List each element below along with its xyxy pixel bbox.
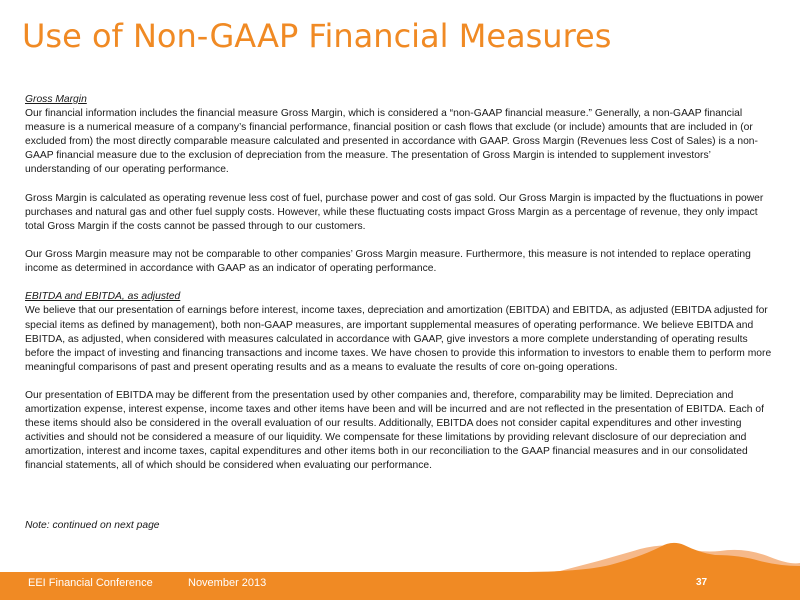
paragraph-gap — [25, 234, 775, 248]
paragraph-gap — [25, 375, 775, 389]
footer-date: November 2013 — [188, 577, 267, 589]
paragraph-gap — [25, 276, 775, 290]
section-heading-ebitda: EBITDA and EBITDA, as adjusted — [25, 291, 181, 303]
paragraph-ebitda-1: We believe that our presentation of earnings before interest, income taxes, depreciation and amortization (EBITDA) and EBITDA, as adjusted (EBITDA adjusted for special items as defined by management), both non-GAAP measures, are important supplemental measures of operating performance. We believe EBITDA and EBITDA, as adjusted, when considered with measures calculated in accordance with GAAP, give investors a more complete understanding of operating results before the impact of investing and financing transactions and income taxes. We have chosen to provide this information to investors to enable them to perform more meaningful comparisons of past and present operating results and as a means to evaluate the results of core on-going operations. — [25, 305, 772, 373]
paragraph-gap — [25, 178, 775, 192]
paragraph-gross-margin-1: Our financial information includes the financial measure Gross Margin, which is considered a “non-GAAP financial measure.” Generally, a non-GAAP financial measure is a numerical measure of a company’s financial performance, financial position or cash flows that exclude (or include) amounts that are included in (or excluded from) the most directly comparable measure calculated and presented in accordance with GAAP. Gross Margin (Revenues less Cost of Sales) is a non-GAAP financial measure due to the exclusion of depreciation from the measure. The presentation of Gross Margin is intended to supplement investors’ understanding of our operating performance. — [25, 108, 758, 176]
footer-event-name: EEI Financial Conference — [28, 577, 153, 589]
paragraph-gross-margin-3: Our Gross Margin measure may not be comparable to other companies’ Gross Margin measure. Furthermore, this measure is not intended to replace operating income as determined in accordance with GAAP as an indicator of operating performance. — [25, 249, 751, 275]
paragraph-ebitda-2: Our presentation of EBITDA may be different from the presentation used by other companies and, therefore, comparability may be limited. Depreciation and amortization expense, interest expense, income taxes and other items have been and will be incurred and are not reflected in the presentation of EBITDA. Each of these items should also be considered in the overall evaluation of our results. Additionally, EBITDA does not consider capital expenditures and other investing activities and should not be considered a measure of our liquidity. We compensate for these limitations by providing relevant disclosure of our depreciation and amortization, interest and income taxes, capital expenditures and other items both in our reconciliation to the GAAP financial measures and in our consolidated financial statements, all of which should be considered when evaluating our performance. — [25, 389, 764, 472]
page-number: 37 — [696, 577, 708, 588]
page-title: Use of Non-GAAP Financial Measures — [22, 17, 612, 55]
continuation-note: Note: continued on next page — [25, 520, 160, 531]
section-heading-gross-margin: Gross Margin — [25, 94, 87, 105]
body-content — [25, 93, 775, 474]
footer-mountain-front — [0, 543, 800, 600]
paragraph-gross-margin-2: Gross Margin is calculated as operating revenue less cost of fuel, purchase power and cost of gas sold. Our Gross Margin is impacted by the fluctuations in power purchases and natural gas and other fuel supply costs. However, while these fluctuating costs impact Gross Margin as a percentage of revenue, they only impact total Gross Margin if the costs cannot be passed through to our customers. — [25, 192, 764, 232]
footer-mountain-band — [0, 535, 800, 600]
